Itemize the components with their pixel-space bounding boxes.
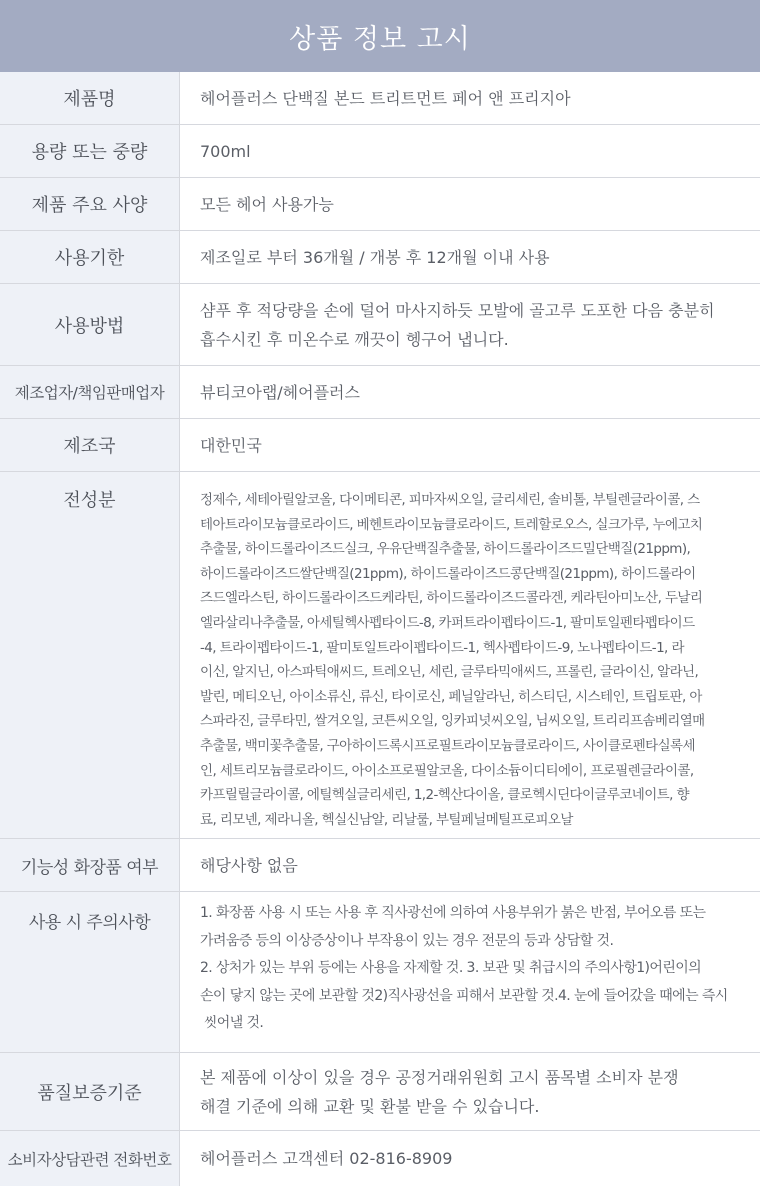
- label-product-name: 제품명: [0, 72, 180, 124]
- ingredient-line: 추출물, 백미꽃추출물, 구아하이드록시프로필트라이모늄클로라이드, 사이클로펜타실록세: [200, 737, 695, 754]
- ingredient-line: 정제수, 세테아릴알코올, 다이메티콘, 피마자씨오일, 글리세린, 솔비톨, 부틸렌글라이콜, 스: [200, 492, 700, 508]
- row-manufacturer: [0, 366, 760, 419]
- label-capacity: 용량 또는 중량: [0, 125, 180, 177]
- label-contact: 소비자상담관련 전화번호: [0, 1131, 180, 1186]
- caution-line: 씻어낼 것.: [200, 1015, 264, 1031]
- label-country: 제조국: [0, 419, 180, 471]
- row-spec: [0, 178, 760, 231]
- ingredient-line: 카프릴릴글라이콜, 에틸헥실글리세린, 1,2-헥산다이올, 클로헥시딘다이글루코네이트, 향: [200, 787, 689, 804]
- ingredient-line: 추출물, 하이드롤라이즈드실크, 우유단백질추출물, 하이드롤라이즈드밀단백질(21ppm),: [200, 541, 691, 558]
- caution-line: 손이 닿지 않는 곳에 보관할 것2)직사광선을 피해서 보관할 것.4. 눈에 들어갔을 때에는 즉시: [200, 987, 728, 1004]
- value-expiry: 제조일로 부터 36개월 / 개봉 후 12개월 이내 사용: [200, 247, 550, 267]
- row-quality: [0, 1053, 760, 1131]
- row-country: [0, 419, 760, 472]
- value-product-name: 헤어플러스 단백질 본드 트리트먼트 페어 앤 프리지아: [200, 88, 571, 108]
- row-contact: [0, 1131, 760, 1186]
- usage-line: 흡수시킨 후 미온수로 깨끗이 헹구어 냅니다.: [200, 329, 509, 349]
- label-functional: 기능성 화장품 여부: [0, 839, 180, 891]
- label-spec: 제품 주요 사양: [0, 178, 180, 230]
- row-functional: [0, 839, 760, 892]
- ingredient-line: 하이드롤라이즈드쌀단백질(21ppm), 하이드롤라이즈드콩단백질(21ppm), 하이드롤라이: [200, 565, 696, 582]
- caution-line: 2. 상처가 있는 부위 등에는 사용을 자제할 것. 3. 보관 및 취급시의 주의사항1)어린이의: [200, 960, 702, 976]
- ingredient-line: 엘라살리나추출물, 아세틸헥사펩타이드-8, 카퍼트라이펩타이드-1, 팔미토일펜타펩타이드: [200, 614, 695, 631]
- value-manufacturer: 뷰티코아랩/헤어플러스: [200, 382, 360, 402]
- ingredient-line: 발린, 메티오닌, 아이소류신, 류신, 타이로신, 페닐알라닌, 히스티딘, 시스테인, 트립토판, 아: [200, 688, 702, 705]
- ingredient-line: 테아트라이모늄클로라이드, 베헨트라이모늄클로라이드, 트레할로오스, 실크가루, 누에고치: [200, 516, 703, 533]
- ingredient-line: 스파라진, 글루타민, 쌀겨오일, 코튼씨오일, 잉카피넛씨오일, 님씨오일, 트리리프솜베리열매: [200, 713, 705, 730]
- caution-line: 1. 화장품 사용 시 또는 사용 후 직사광선에 의하여 사용부위가 붉은 반점, 부어오름 또는: [200, 905, 706, 921]
- ingredient-line: 인, 세트리모늄클로라이드, 아이소프로필알코올, 다이소듐이디티에이, 프로필렌글라이콜,: [200, 762, 694, 779]
- label-ingredients: 전성분: [0, 472, 180, 838]
- value-quality: [180, 1053, 760, 1130]
- label-manufacturer: 제조업자/책임판매업자: [0, 366, 180, 418]
- label-caution: 사용 시 주의사항: [0, 892, 180, 1052]
- caution-line: 가려움증 등의 이상증상이나 부작용이 있는 경우 전문의 등과 상담할 것.: [200, 932, 614, 949]
- row-product-name: [0, 72, 760, 125]
- value-capacity: 700ml: [200, 141, 251, 161]
- page-title-bar: [0, 0, 760, 72]
- ingredient-line: 료, 리모넨, 제라니올, 헥실신남알, 리날룰, 부틸페닐메틸프로피오날: [200, 811, 573, 828]
- label-expiry: 사용기한: [0, 231, 180, 283]
- label-quality: 품질보증기준: [0, 1053, 180, 1130]
- value-contact: 헤어플러스 고객센터 02-816-8909: [200, 1149, 453, 1168]
- ingredient-line: 즈드엘라스틴, 하이드롤라이즈드케라틴, 하이드롤라이즈드콜라겐, 케라틴아미노산, 두날리: [200, 590, 703, 607]
- value-caution: [180, 892, 760, 1052]
- row-caution: [0, 892, 760, 1053]
- page-title: 상품 정보 고시: [289, 23, 471, 55]
- row-usage: [0, 284, 760, 366]
- value-ingredients: [180, 472, 760, 838]
- value-usage: [180, 284, 760, 365]
- row-ingredients: [0, 472, 760, 839]
- ingredient-line: 이신, 알지닌, 아스파틱애씨드, 트레오닌, 세린, 글루타믹애씨드, 프롤린, 글라이신, 알라닌,: [200, 664, 699, 681]
- value-country: 대한민국: [200, 435, 262, 455]
- row-expiry: [0, 231, 760, 284]
- usage-line: 샴푸 후 적당량을 손에 덜어 마사지하듯 모발에 골고루 도포한 다음 충분히: [200, 300, 715, 320]
- value-spec: 모든 헤어 사용가능: [200, 194, 334, 214]
- ingredient-line: -4, 트라이펩타이드-1, 팔미토일트라이펩타이드-1, 헥사펩타이드-9, 노나펩타이드-1, 라: [200, 639, 684, 656]
- row-capacity: [0, 125, 760, 178]
- quality-line: 본 제품에 이상이 있을 경우 공정거래위원회 고시 품목별 소비자 분쟁: [200, 1067, 679, 1087]
- label-usage: 사용방법: [0, 284, 180, 365]
- value-functional: 해당사항 없음: [200, 855, 298, 875]
- quality-line: 해결 기준에 의해 교환 및 환불 받을 수 있습니다.: [200, 1096, 540, 1116]
